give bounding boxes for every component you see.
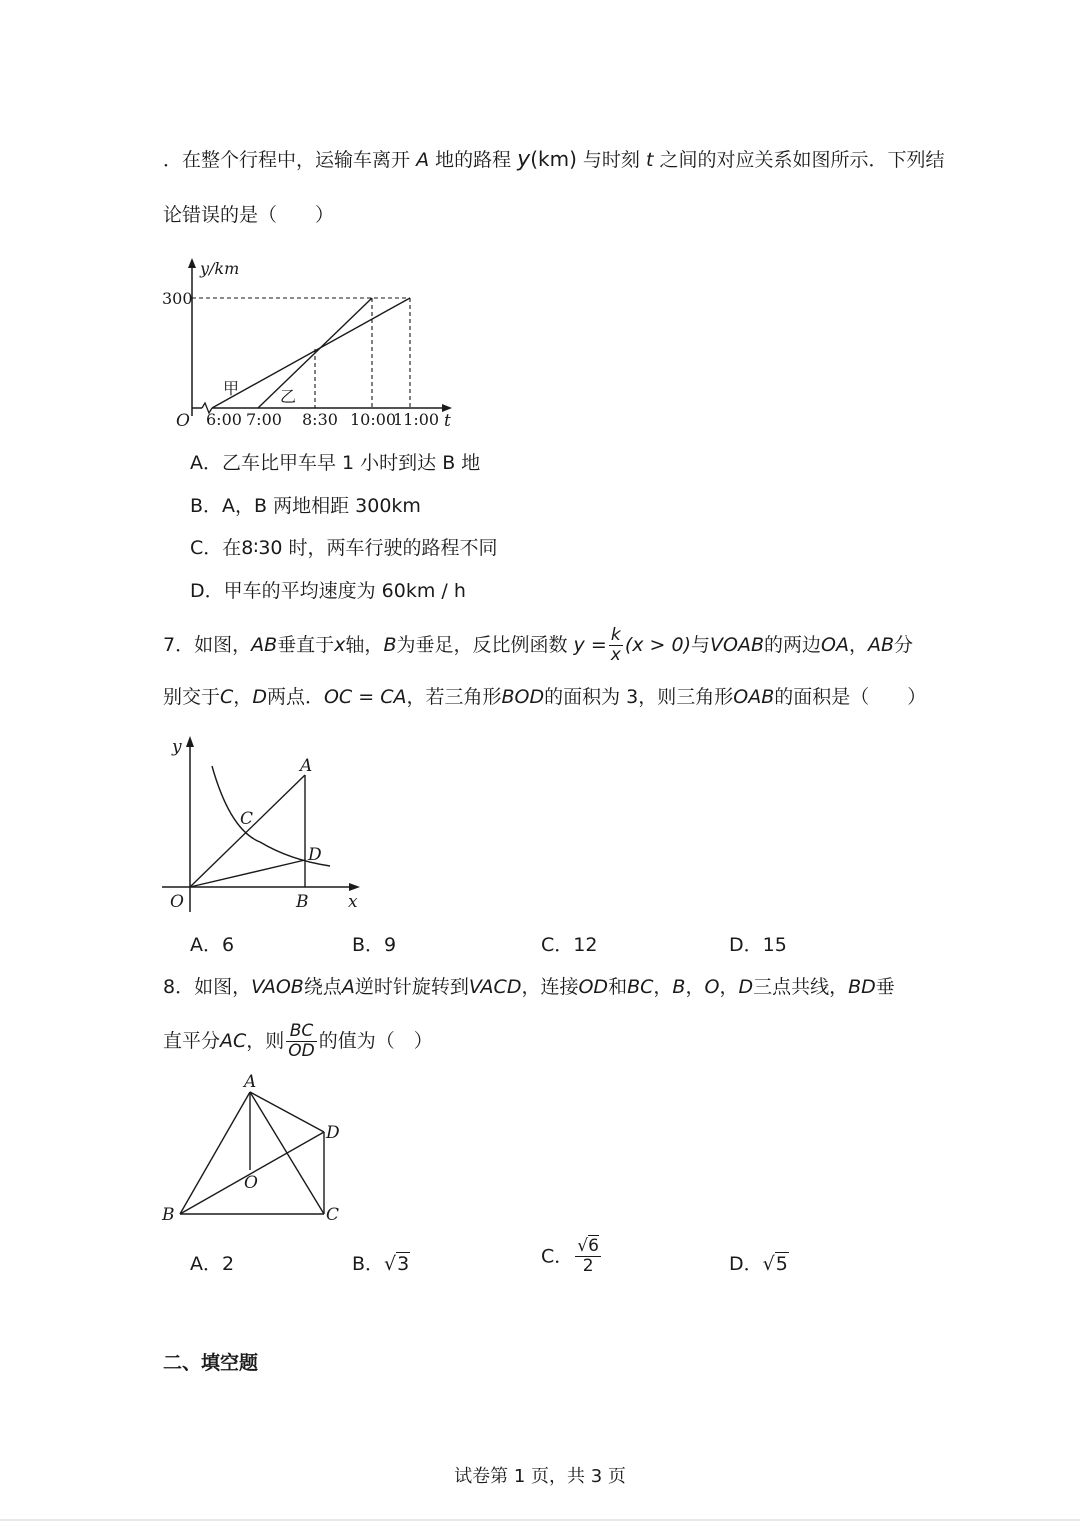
q6-unit: (km) — [530, 147, 577, 171]
radicand: 3 — [397, 1253, 410, 1275]
option-letter: D． — [729, 934, 763, 956]
segment-ad — [250, 1092, 324, 1132]
q7-text: ，若三角形 — [406, 686, 502, 708]
origin-label: O — [176, 411, 190, 431]
q7-text: 别交于 — [163, 686, 221, 708]
x-axis-arrow — [349, 883, 360, 891]
x-tick-700: 7:00 — [246, 410, 282, 429]
q6-option-b[interactable] — [190, 493, 421, 519]
page-footer: 试卷第 1 页，共 3 页 — [454, 1466, 626, 1487]
option-letter: D． — [729, 1253, 763, 1275]
q8-text: ， — [685, 976, 705, 998]
q8-text: 逆时针旋转到 — [354, 976, 469, 998]
point-a-label: A — [244, 1072, 257, 1092]
q8-text: 绕点 — [303, 976, 342, 998]
x-tick-1000: 10:00 — [350, 410, 397, 429]
option-letter: A． — [190, 452, 222, 474]
q7-hyperbola-figure — [160, 730, 370, 915]
option-text: 15 — [762, 934, 787, 956]
q7-text: 两点． — [266, 686, 324, 708]
option-letter: C． — [190, 537, 223, 559]
q8-line1 — [163, 974, 895, 1000]
q8-text: ，连接 — [521, 976, 579, 998]
q8-option-c[interactable] — [541, 1237, 603, 1276]
option-letter: A． — [190, 934, 222, 956]
segment-od — [190, 860, 305, 887]
q7-text: 如图， — [194, 634, 252, 656]
radicand: 6 — [588, 1236, 599, 1256]
q7-text: 分 — [894, 634, 914, 656]
q7-var: D — [252, 686, 267, 708]
frac-den: 2 — [582, 1256, 594, 1276]
q6-distance-time-graph — [160, 254, 460, 434]
q7-option-c[interactable] — [541, 932, 597, 958]
q8-number: 8． — [163, 976, 195, 998]
label-yi: 乙 — [280, 387, 297, 406]
q8-text: ， — [719, 976, 739, 998]
q7-text: ， — [233, 686, 253, 708]
y-label: y — [172, 737, 182, 757]
label-jia: 甲 — [223, 379, 240, 398]
y-axis-arrow — [188, 258, 196, 268]
q7-formula: (x > 0) — [624, 634, 691, 656]
q6-var-a: A — [416, 149, 430, 171]
q8-option-b[interactable] — [352, 1251, 410, 1277]
q6-text: ．在整个行程中，运输车离开 — [163, 149, 411, 171]
line-jia — [212, 298, 410, 408]
q8-var: OD — [578, 976, 609, 998]
q7-var: x — [334, 634, 346, 656]
frac-num: k — [609, 626, 623, 646]
q6-option-d[interactable] — [190, 578, 466, 604]
q8-triangle-figure — [160, 1070, 350, 1230]
x-label: x — [348, 892, 358, 912]
option-letter: B． — [190, 495, 223, 517]
q6-var-t: t — [645, 149, 654, 171]
x-tick-830: 8:30 — [302, 410, 338, 429]
q7-var: C — [220, 686, 234, 708]
q7-text: ， — [848, 634, 868, 656]
q8-var: BC — [627, 976, 654, 998]
x-axis-label: t — [444, 411, 451, 431]
q8-text: ，则 — [246, 1030, 285, 1052]
option-text: 6 — [222, 934, 235, 956]
point-c-label: C — [326, 1205, 340, 1225]
segment-ab — [180, 1092, 250, 1214]
point-d-label: D — [308, 845, 322, 865]
option-letter: C． — [541, 1245, 574, 1268]
x-tick-1100: 11:00 — [393, 410, 440, 429]
option-letter: B． — [352, 1253, 385, 1275]
q7-var: B — [383, 634, 397, 656]
q8-var: B — [672, 976, 686, 998]
q6-text: 地的路程 — [435, 149, 512, 171]
option-text: 12 — [573, 934, 598, 956]
q7-text: 轴， — [345, 634, 384, 656]
option-text: 9 — [384, 934, 397, 956]
y-axis-label: y/km — [200, 259, 240, 278]
point-b-label: B — [296, 892, 309, 912]
q7-var: VOAB — [710, 634, 765, 656]
sqrt: √5 — [762, 1253, 788, 1275]
q6-line2: 论错误的是（ ） — [163, 204, 335, 226]
option-letter: B． — [352, 934, 385, 956]
q7-text: 的面积是（ ） — [774, 686, 927, 708]
point-d-label: D — [326, 1123, 340, 1143]
q8-var: O — [704, 976, 720, 998]
q8-var: VACD — [468, 976, 522, 998]
q8-text: 直平分 — [163, 1030, 221, 1052]
point-c-label: C — [240, 809, 254, 829]
q8-option-d[interactable] — [729, 1251, 789, 1277]
q8-option-c-fraction — [575, 1237, 601, 1276]
option-letter: C． — [541, 934, 574, 956]
option-text: 乙车比甲车早 1 小时到达 B 地 — [222, 452, 481, 474]
option-letter: D． — [190, 580, 224, 602]
q8-fraction — [286, 1022, 316, 1061]
q7-line2 — [163, 684, 926, 710]
origin-label: O — [170, 892, 184, 912]
option-text: 甲车的平均速度为 60km / h — [223, 580, 466, 602]
q7-option-a[interactable] — [190, 932, 234, 958]
q7-text: 与 — [691, 634, 711, 656]
q8-var: A — [341, 976, 355, 998]
frac-num: BC — [286, 1022, 316, 1042]
q7-number: 7． — [163, 634, 195, 656]
q6-option-c[interactable] — [190, 535, 498, 561]
option-text: 在8∶30 时，两车行驶的路程不同 — [222, 537, 498, 559]
q8-text: 和 — [608, 976, 628, 998]
q8-option-a[interactable] — [190, 1251, 234, 1277]
q7-fraction — [609, 626, 623, 665]
q8-var: D — [738, 976, 754, 998]
q7-text: 垂直于 — [277, 634, 335, 656]
q7-text: 的面积为 3，则三角形 — [544, 686, 734, 708]
segment-oa — [190, 775, 305, 887]
q8-var: BD — [848, 976, 876, 998]
q7-text: 为垂足，反比例函数 — [396, 634, 568, 656]
option-text: 2 — [222, 1253, 235, 1275]
point-o-label: O — [244, 1173, 258, 1193]
frac-den: x — [610, 645, 621, 665]
q6-option-a[interactable] — [190, 450, 480, 476]
q7-option-b[interactable] — [352, 932, 396, 958]
q7-var: OAB — [733, 686, 775, 708]
y-tick-300: 300 — [162, 289, 193, 308]
x-tick-600: 6:00 — [206, 410, 242, 429]
q8-text: 的值为（ ） — [318, 1030, 433, 1052]
q7-option-d[interactable] — [729, 932, 787, 958]
section-title: 二、填空题 — [163, 1352, 259, 1374]
q7-var: AB — [251, 634, 278, 656]
q7-var: OC = CA — [323, 686, 407, 708]
option-text: A，B 两地相距 300km — [222, 495, 421, 517]
q6-line1 — [163, 146, 945, 173]
q7-text: 的两边 — [764, 634, 822, 656]
bottom-divider — [0, 1519, 1080, 1521]
frac-num: √6 — [577, 1236, 599, 1256]
y-axis-arrow — [186, 736, 194, 747]
q6-text: 与时刻 — [582, 149, 640, 171]
q6-text: 之间的对应关系如图所示．下列结 — [659, 149, 945, 171]
q7-var: OA — [821, 634, 849, 656]
q8-text: 三点共线， — [753, 976, 849, 998]
frac-den: OD — [288, 1041, 315, 1061]
q6-var-y: y — [517, 147, 531, 172]
q8-var: VAOB — [251, 976, 304, 998]
option-letter: A． — [190, 1253, 222, 1275]
q8-text: 如图， — [194, 976, 252, 998]
radicand: 5 — [775, 1253, 788, 1275]
q8-line2 — [163, 1022, 433, 1061]
q7-line1 — [163, 626, 913, 665]
q8-text: ， — [653, 976, 673, 998]
q7-formula: y = — [573, 634, 607, 656]
point-b-label: B — [162, 1205, 175, 1225]
point-a-label: A — [300, 756, 313, 776]
q7-var: BOD — [501, 686, 545, 708]
q7-var: AB — [868, 634, 895, 656]
q8-text: 垂 — [875, 976, 895, 998]
sqrt: √3 — [384, 1253, 410, 1275]
q8-var: AC — [220, 1030, 247, 1052]
